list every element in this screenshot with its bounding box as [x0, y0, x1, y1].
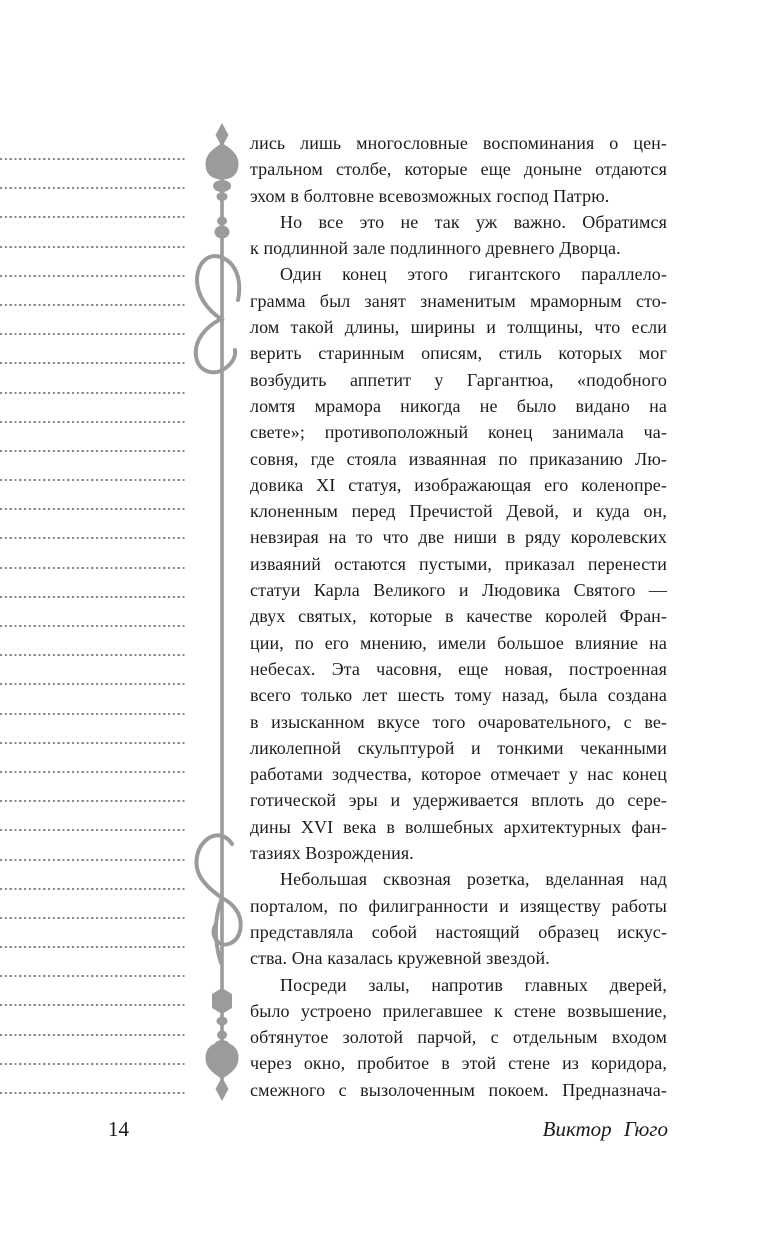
dotted-line — [0, 567, 186, 569]
text-line: Небольшая сквозная розетка, вделанная над — [280, 869, 667, 890]
text-line: обтянутое золотой парчой, с отдельным входом — [250, 1027, 667, 1048]
text-line: клоненным перед Пречистой Девой, и куда он, — [250, 501, 667, 522]
text-line: через окно, пробитое в этой стене из коридора, — [250, 1053, 667, 1074]
text-line: невзирая на то что две ниши в ряду королевских — [250, 527, 667, 548]
text-line: Посреди залы, напротив главных дверей, — [280, 974, 667, 995]
text-line: всего только лет шесть тому назад, была создана — [250, 685, 667, 706]
dotted-line — [0, 1063, 186, 1065]
text-line: было устроено прилегавшее к стене возвышение, — [250, 1000, 667, 1021]
text-line: довика XI статуя, изображающая его коленопре- — [250, 474, 667, 495]
dotted-line — [0, 304, 186, 306]
text-line: порталом, по филигранности и изяществу работы — [250, 895, 667, 916]
dotted-line — [0, 975, 186, 977]
dotted-line — [0, 216, 186, 218]
text-line: небесах. Эта часовня, еще новая, построенная — [250, 658, 667, 679]
dotted-line — [0, 537, 186, 539]
text-line: ции, по его мнению, имели большое влияние на — [250, 632, 667, 653]
text-line: ломтя мрамора никогда не было видано на — [250, 395, 667, 416]
text-line: ликолепной скульптурой и тонкими чеканными — [250, 737, 667, 758]
dotted-line — [0, 917, 186, 919]
text-line: двух святых, которые в качестве королей Фран- — [250, 606, 667, 627]
text-line: совня, где стояла изваянная по приказанию Лю- — [250, 448, 667, 469]
dotted-line — [0, 654, 186, 656]
text-line: Один конец этого гигантского параллело- — [280, 264, 667, 285]
text-line: ства. Она казалась кружевной звездой. — [250, 948, 550, 969]
dotted-line — [0, 713, 186, 715]
text-line: лом такой длины, ширины и толщины, что если — [250, 317, 667, 338]
dotted-line — [0, 800, 186, 802]
text-line: грамма был занят знаменитым мраморным сто- — [250, 290, 667, 311]
text-line: представляла собой настоящий образец искус- — [250, 921, 667, 942]
dotted-line — [0, 508, 186, 510]
text-line: смежного с вызолоченным покоем. Предназнача- — [250, 1079, 667, 1100]
dotted-line — [0, 771, 186, 773]
dotted-line — [0, 683, 186, 685]
text-line: изваяний остаются пустыми, приказал перенести — [250, 553, 667, 574]
dotted-line — [0, 742, 186, 744]
text-line: статуи Карла Великого и Людовика Святого — — [250, 580, 667, 601]
dotted-line — [0, 392, 186, 394]
dotted-line — [0, 275, 186, 277]
running-footer-author: Виктор Гюго — [542, 1117, 668, 1141]
text-line: тазиях Возрождения. — [250, 843, 414, 864]
body-text — [250, 130, 667, 1103]
dotted-line — [0, 596, 186, 598]
dotted-line — [0, 1004, 186, 1006]
dotted-line — [0, 1092, 186, 1094]
dotted-line — [0, 421, 186, 423]
text-line: к подлинной зале подлинного древнего Дворца. — [250, 238, 621, 259]
text-line: готической эры и удерживается вплоть до сере- — [250, 790, 667, 811]
text-line: дины XVI века в волшебных архитектурных фан- — [250, 816, 667, 837]
text-line: работами зодчества, которое отмечает у нас конец — [250, 764, 667, 785]
dotted-line — [0, 362, 186, 364]
dotted-line — [0, 333, 186, 335]
dotted-line — [0, 479, 186, 481]
dotted-line — [0, 946, 186, 948]
dotted-line — [0, 246, 186, 248]
text-line: тральном столбе, которые еще доныне отдаются — [250, 159, 667, 180]
dotted-line — [0, 450, 186, 452]
text-line: в изысканном вкусе того очаровательного, с ве- — [250, 711, 667, 732]
text-line: свете»; противоположный конец занимала ча- — [250, 422, 667, 443]
text-line: верить старинным описям, стиль которых мог — [250, 343, 667, 364]
dotted-line — [0, 829, 186, 831]
dotted-line — [0, 158, 186, 160]
dotted-line — [0, 1034, 186, 1036]
margin-dotted-lines — [0, 158, 186, 1094]
text-line: эхом в болтовне всевозможных господ Патрю. — [250, 185, 610, 206]
dotted-line — [0, 859, 186, 861]
staff-ribbon-ornament-icon — [192, 122, 252, 1102]
text-line: лись лишь многословные воспоминания о цен- — [250, 133, 667, 153]
text-line: Но все это не так уж важно. Обратимся — [280, 211, 667, 232]
text-line: возбудить аппетит у Гаргантюа, «подобного — [250, 369, 667, 390]
dotted-line — [0, 625, 186, 627]
page-number: 14 — [108, 1117, 129, 1141]
dotted-line — [0, 888, 186, 890]
dotted-line — [0, 187, 186, 189]
